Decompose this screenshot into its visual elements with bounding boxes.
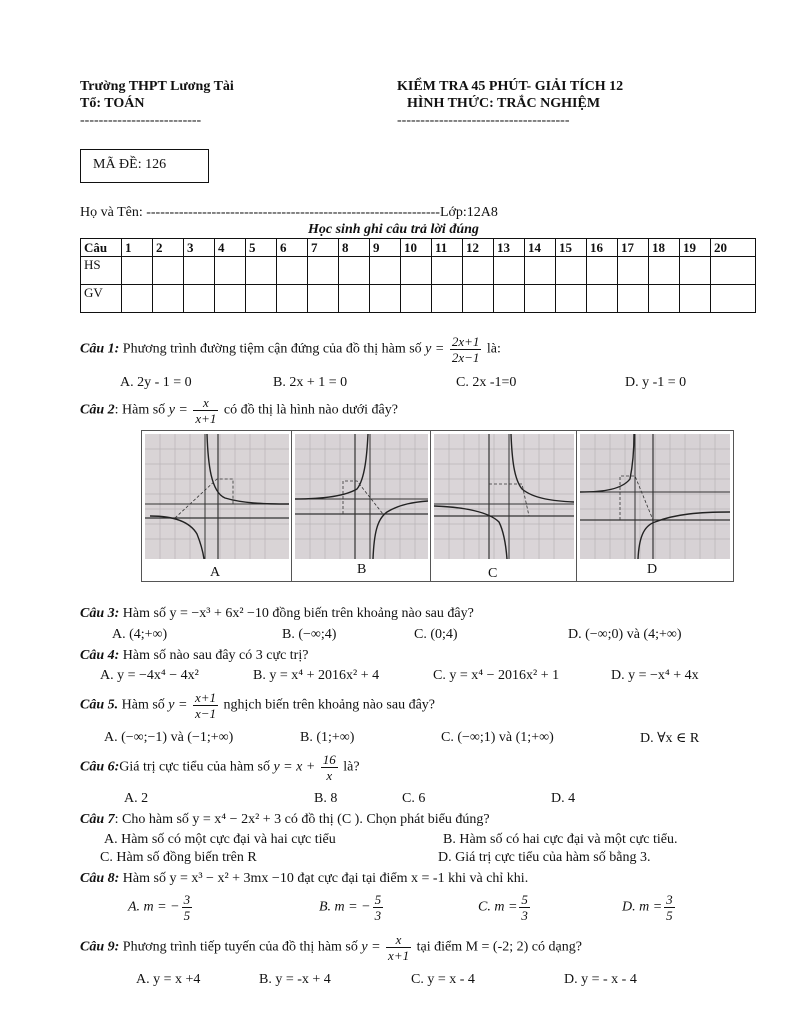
question-8	[80, 871, 528, 887]
header-cell: 2	[153, 239, 184, 257]
question-text: Hàm số	[121, 697, 165, 713]
answer-cell[interactable]	[401, 285, 432, 313]
q3-option-b[interactable]: B. (−∞;4)	[282, 627, 337, 642]
graph-b-image	[295, 434, 428, 559]
question-label: Câu 7	[80, 812, 115, 827]
answer-cell[interactable]	[463, 285, 494, 313]
fraction-denominator: 5	[183, 908, 191, 923]
answer-cell[interactable]	[649, 257, 680, 285]
fraction	[519, 892, 530, 923]
q1-option-a[interactable]: A. 2y - 1 = 0	[120, 375, 192, 390]
answer-cell[interactable]	[122, 285, 153, 313]
question-label: Câu 1:	[80, 341, 120, 357]
answer-cell[interactable]	[587, 257, 618, 285]
question-tail: tại điểm M = (-2; 2) có dạng?	[416, 939, 582, 955]
graph-label-b: B	[357, 562, 367, 577]
question-label: Câu 5.	[80, 697, 119, 713]
question-tail: là?	[343, 759, 360, 775]
fraction	[386, 932, 411, 963]
exam-form: HÌNH THỨC: TRẮC NGHIỆM	[407, 96, 601, 111]
question-text: Hàm số nào sau đây có 3 cực trị?	[122, 648, 309, 663]
q4-option-a[interactable]: A. y = −4x⁴ − 4x²	[100, 668, 199, 683]
answer-cell[interactable]	[680, 257, 711, 285]
question-text: Giá trị cực tiểu của hàm số	[119, 759, 270, 775]
answer-cell[interactable]	[556, 285, 587, 313]
answer-cell[interactable]	[215, 285, 246, 313]
q8-option-b[interactable]	[319, 892, 385, 923]
graph-option-c[interactable]	[431, 431, 577, 581]
question-5	[80, 690, 435, 721]
fraction	[450, 334, 482, 365]
answer-cell[interactable]	[277, 257, 308, 285]
answer-cell[interactable]	[308, 257, 339, 285]
answer-cell[interactable]	[494, 285, 525, 313]
q1-option-c[interactable]: C. 2x -1=0	[456, 375, 517, 390]
q4-option-b[interactable]: B. y = x⁴ + 2016x² + 4	[253, 668, 380, 683]
question-label: Câu 3:	[80, 606, 120, 621]
q9-option-c[interactable]: C. y = x - 4	[411, 972, 475, 987]
graph-option-d[interactable]	[577, 431, 733, 581]
math-y: y =	[361, 939, 381, 955]
answer-cell[interactable]	[339, 285, 370, 313]
question-tail: có đồ thị là hình nào dưới đây?	[223, 402, 398, 418]
question-text: Phương trình tiếp tuyến của đồ thị hàm số	[122, 939, 358, 955]
math-y: y =	[168, 697, 188, 713]
question-label: Câu 8:	[80, 871, 120, 886]
header-cell: 4	[215, 239, 246, 257]
question-1	[80, 334, 501, 365]
q4-option-d[interactable]: D. y = −x⁴ + 4x	[611, 668, 699, 683]
answer-cell[interactable]	[339, 257, 370, 285]
header-cell: 13	[494, 239, 525, 257]
question-text: Hàm số y = −x³ + 6x² −10 đồng biến trên khoảng nào sau đây?	[122, 606, 474, 621]
question-4	[80, 648, 308, 664]
exam-title: KIỂM TRA 45 PHÚT- GIẢI TÍCH 12	[397, 79, 624, 94]
q9-option-b[interactable]: B. y = -x + 4	[259, 972, 331, 987]
q7-option-d[interactable]: D. Giá trị cực tiểu của hàm số bằng 3.	[438, 850, 651, 865]
exam-code: MÃ ĐỀ: 126	[93, 157, 167, 172]
answer-row-gv	[81, 285, 756, 313]
header-cell: 3	[184, 239, 215, 257]
q9-option-a[interactable]: A. y = x +4	[136, 972, 201, 987]
q7-option-a[interactable]: A. Hàm số có một cực đại và hai cực tiểu	[104, 832, 336, 847]
q3-option-a[interactable]: A. (4;+∞)	[112, 627, 168, 642]
q6-option-b[interactable]: B. 8	[314, 791, 338, 806]
question-tail: nghịch biến trên khoảng nào sau đây?	[223, 697, 436, 713]
question-3	[80, 606, 474, 622]
fraction-numerator: 2x+1	[451, 334, 480, 349]
answer-cell[interactable]	[153, 257, 184, 285]
answer-table	[80, 238, 756, 313]
answer-cell[interactable]	[370, 257, 401, 285]
graph-option-a[interactable]	[142, 431, 292, 581]
header-cell: 20	[711, 239, 756, 257]
fraction	[373, 892, 384, 923]
q5-option-d[interactable]: D. ∀x ∈ R	[640, 731, 700, 746]
q1-option-b[interactable]: B. 2x + 1 = 0	[273, 375, 348, 390]
answer-cell[interactable]	[401, 257, 432, 285]
answer-cell[interactable]	[308, 285, 339, 313]
math-y: y =	[168, 402, 188, 418]
answer-cell[interactable]	[153, 285, 184, 313]
answer-cell[interactable]	[711, 257, 756, 285]
fraction-numerator: x	[193, 395, 218, 411]
fraction-denominator: 5	[666, 908, 673, 923]
q8-option-d[interactable]	[622, 892, 677, 923]
fraction	[321, 752, 338, 783]
q8-option-c[interactable]	[478, 892, 532, 923]
fraction	[664, 892, 675, 923]
question-text: Hàm số	[122, 402, 166, 418]
header-cell: 10	[401, 239, 432, 257]
header-cell: 12	[463, 239, 494, 257]
question-label: Câu 6:	[80, 759, 120, 775]
header-cell: 11	[432, 239, 463, 257]
fraction	[182, 892, 193, 923]
answer-cell[interactable]	[370, 285, 401, 313]
question-6	[80, 752, 360, 783]
question-tail: là:	[486, 341, 501, 357]
graph-option-b[interactable]	[292, 431, 431, 581]
q5-option-b[interactable]: B. (1;+∞)	[300, 730, 355, 745]
question-text: Phương trình đường tiệm cận đứng của đồ thị hàm số	[122, 341, 422, 357]
graph-d-image	[580, 434, 730, 559]
answer-cell[interactable]	[711, 285, 756, 313]
answer-cell[interactable]	[215, 257, 246, 285]
header-cell: 19	[680, 239, 711, 257]
answer-cell[interactable]	[246, 285, 277, 313]
answer-cell[interactable]	[618, 257, 649, 285]
question-7	[80, 812, 490, 828]
fraction-numerator: x+1	[194, 690, 217, 705]
header-cell: 14	[525, 239, 556, 257]
fraction-denominator: 3	[374, 908, 382, 923]
fraction-numerator: x	[386, 932, 411, 948]
row-label-gv: GV	[81, 285, 122, 313]
row-label-hs: HS	[81, 257, 122, 285]
question-label: Câu 2	[80, 402, 115, 418]
header-cell: 7	[308, 239, 339, 257]
answer-cell[interactable]	[463, 257, 494, 285]
header-cell: 6	[277, 239, 308, 257]
header-cell: 15	[556, 239, 587, 257]
option-prefix: C. m =	[478, 899, 518, 915]
answer-cell[interactable]	[525, 285, 556, 313]
student-name-line: Họ và Tên: ---------------------------------------------------------------Lớp:12A8	[80, 205, 498, 220]
q6-option-a[interactable]: A. 2	[124, 791, 149, 806]
option-prefix: D. m =	[622, 899, 663, 915]
q6-option-d[interactable]: D. 4	[551, 791, 576, 806]
department: Tổ: TOÁN	[80, 96, 145, 111]
fraction-denominator: x+1	[195, 411, 217, 426]
fraction-denominator: x	[326, 768, 333, 783]
question-label: Câu 9:	[80, 939, 120, 955]
graph-label-c: C	[488, 566, 498, 581]
answer-cell[interactable]	[556, 257, 587, 285]
answer-cell[interactable]	[122, 257, 153, 285]
fraction-denominator: x+1	[388, 948, 410, 963]
fraction-numerator: 3	[666, 892, 673, 907]
fraction-numerator: 5	[521, 892, 528, 907]
fraction-denominator: 3	[521, 908, 528, 923]
answer-cell[interactable]	[432, 257, 463, 285]
fraction	[193, 690, 218, 721]
math-y: y =	[425, 341, 445, 357]
q7-option-c[interactable]: C. Hàm số đồng biến trên R	[100, 850, 257, 865]
answer-cell[interactable]	[525, 257, 556, 285]
fraction	[193, 395, 218, 426]
question-text: Hàm số y = x³ − x² + 3mx −10 đạt cực đại tại điểm x = -1 khi và chỉ khi.	[122, 871, 529, 886]
graph-a-image	[145, 434, 289, 559]
graph-options-panel	[141, 430, 734, 582]
header-cell: 1	[122, 239, 153, 257]
graph-label-a: A	[210, 565, 221, 580]
answer-cell[interactable]	[494, 257, 525, 285]
answer-cell[interactable]	[649, 285, 680, 313]
answer-table-title: Học sinh ghi câu trả lời đúng	[308, 222, 479, 237]
header-cell: 9	[370, 239, 401, 257]
answer-cell[interactable]	[184, 257, 215, 285]
header-cell: 8	[339, 239, 370, 257]
question-label: Câu 4:	[80, 648, 120, 663]
answer-cell[interactable]	[277, 285, 308, 313]
answer-cell[interactable]	[618, 285, 649, 313]
question-text: : Cho hàm số y = x⁴ − 2x² + 3 có đồ thị (C ). Chọn phát biểu đúng?	[114, 812, 490, 827]
header-cell: Câu	[81, 239, 122, 257]
fraction-denominator: x−1	[194, 706, 217, 721]
q5-option-c[interactable]: C. (−∞;1) và (1;+∞)	[441, 730, 554, 745]
answer-cell[interactable]	[184, 285, 215, 313]
q5-option-a[interactable]: A. (−∞;−1) và (−1;+∞)	[104, 730, 234, 745]
q9-option-d[interactable]: D. y = - x - 4	[564, 972, 637, 987]
answer-row-hs	[81, 257, 756, 285]
fraction-denominator: 2x−1	[451, 350, 480, 365]
answer-cell[interactable]	[246, 257, 277, 285]
q4-option-c[interactable]: C. y = x⁴ − 2016x² + 1	[433, 668, 560, 683]
q3-option-d[interactable]: D. (−∞;0) và (4;+∞)	[568, 627, 682, 642]
answer-table-header	[81, 239, 756, 257]
option-prefix: B. m = −	[319, 899, 371, 915]
graph-c-image	[434, 434, 574, 559]
fraction-numerator: 3	[183, 892, 191, 907]
label-colon: :	[114, 402, 119, 418]
answer-cell[interactable]	[587, 285, 618, 313]
q7-option-b[interactable]: B. Hàm số có hai cực đại và một cực tiểu.	[443, 832, 678, 847]
option-prefix: A. m = −	[128, 899, 180, 915]
school-name: Trường THPT Lương Tài	[80, 79, 234, 94]
header-cell: 18	[649, 239, 680, 257]
header-cell: 5	[246, 239, 277, 257]
question-2	[80, 395, 398, 426]
answer-cell[interactable]	[680, 285, 711, 313]
q8-option-a[interactable]	[128, 892, 194, 923]
q6-option-c[interactable]: C. 6	[402, 791, 426, 806]
header-cell: 16	[587, 239, 618, 257]
math-y: y = x +	[273, 759, 316, 775]
q1-option-d[interactable]: D. y -1 = 0	[625, 375, 687, 390]
answer-cell[interactable]	[432, 285, 463, 313]
fraction-numerator: 16	[322, 752, 336, 767]
graph-label-d: D	[647, 562, 658, 577]
right-rule: -------------------------------------	[397, 113, 570, 128]
header-cell: 17	[618, 239, 649, 257]
fraction-numerator: 5	[374, 892, 382, 907]
q3-option-c[interactable]: C. (0;4)	[414, 627, 458, 642]
question-9	[80, 932, 582, 963]
left-rule: --------------------------	[80, 113, 202, 128]
